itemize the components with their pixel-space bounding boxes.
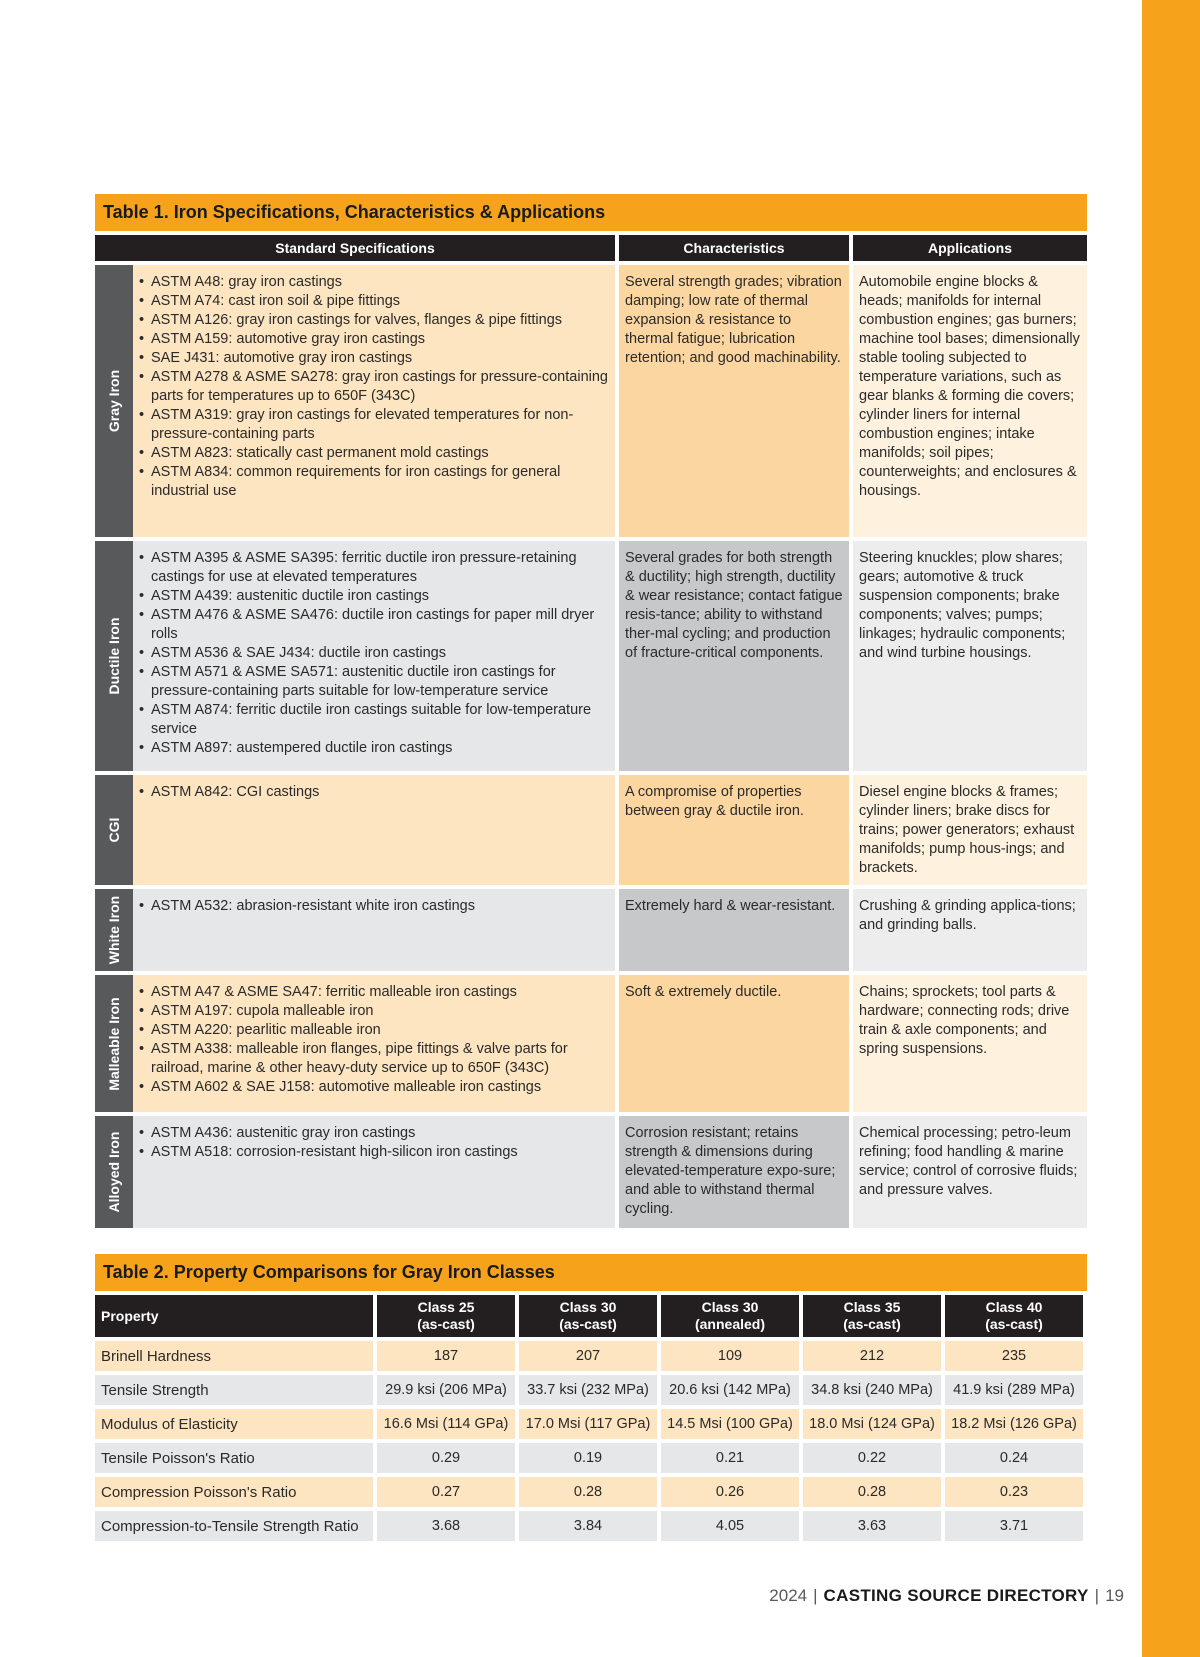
spec-item: • ASTM A319: gray iron castings for elevated temperatures for non-pressure-containing parts	[139, 406, 609, 444]
table-1-header	[95, 235, 1087, 261]
characteristics-cell: Corrosion resistant; retains strength & dimensions during elevated-temperature expo-sure; and able to withstand thermal cycling.	[619, 1116, 849, 1228]
table-cell: 0.28	[519, 1477, 657, 1507]
header-class-column: Class 25 (as-cast)	[377, 1295, 515, 1337]
table-row	[95, 1409, 1087, 1439]
spec-item: • ASTM A126: gray iron castings for valves, flanges & pipe fittings	[139, 311, 609, 330]
spec-item: • ASTM A602 & SAE J158: automotive malleable iron castings	[139, 1078, 609, 1097]
characteristics-cell: Soft & extremely ductile.	[619, 975, 849, 1112]
table-cell: 16.6 Msi (114 GPa)	[377, 1409, 515, 1439]
table-cell: 3.71	[945, 1511, 1083, 1541]
table-cell: 187	[377, 1341, 515, 1371]
characteristics-cell: Several grades for both strength & ductility; high strength, ductility & wear resistance; contact fatigue resis-tance; ability to withstand ther-mal cycling; and production of fracture-critical components.	[619, 541, 849, 771]
row-label: Gray Iron	[95, 265, 133, 537]
table-2	[95, 1254, 1087, 1545]
specifications-cell	[133, 1116, 615, 1228]
table-row	[95, 1511, 1087, 1541]
characteristics-cell: A compromise of properties between gray & ductile iron.	[619, 775, 849, 885]
table-row-white-iron	[95, 889, 1087, 971]
table-1	[95, 194, 1087, 1228]
property-name: Tensile Strength	[95, 1375, 373, 1405]
footer-separator: |	[813, 1586, 818, 1605]
property-name: Compression Poisson's Ratio	[95, 1477, 373, 1507]
table-cell: 0.28	[803, 1477, 941, 1507]
spec-item: • ASTM A532: abrasion-resistant white iron castings	[139, 897, 609, 916]
table-cell: 33.7 ksi (232 MPa)	[519, 1375, 657, 1405]
header-standard-specifications: Standard Specifications	[95, 235, 615, 261]
table-cell: 14.5 Msi (100 GPa)	[661, 1409, 799, 1439]
row-label: CGI	[95, 775, 133, 885]
property-name: Compression-to-Tensile Strength Ratio	[95, 1511, 373, 1541]
table-row-malleable-iron	[95, 975, 1087, 1112]
characteristics-cell: Extremely hard & wear-resistant.	[619, 889, 849, 971]
spec-item: • ASTM A395 & ASME SA395: ferritic ductile iron pressure-retaining castings for use at elevated temperatures	[139, 549, 609, 587]
row-label: Malleable Iron	[95, 975, 133, 1112]
spec-item: • SAE J431: automotive gray iron castings	[139, 349, 609, 368]
property-name: Brinell Hardness	[95, 1341, 373, 1371]
table-cell: 0.29	[377, 1443, 515, 1473]
spec-item: • ASTM A278 & ASME SA278: gray iron castings for pressure-containing parts for temperatures up to 650F (343C)	[139, 368, 609, 406]
table-cell: 0.23	[945, 1477, 1083, 1507]
applications-cell: Chains; sprockets; tool parts & hardware; connecting rods; drive train & axle components; and spring suspensions.	[853, 975, 1087, 1112]
table-cell: 109	[661, 1341, 799, 1371]
row-label: Ductile Iron	[95, 541, 133, 771]
spec-item: • ASTM A476 & ASME SA476: ductile iron castings for paper mill dryer rolls	[139, 606, 609, 644]
spec-item: • ASTM A834: common requirements for iron castings for general industrial use	[139, 463, 609, 501]
table-row-alloyed-iron	[95, 1116, 1087, 1228]
specifications-cell	[133, 541, 615, 771]
table-cell: 29.9 ksi (206 MPa)	[377, 1375, 515, 1405]
table-row-cgi	[95, 775, 1087, 885]
spec-item: • ASTM A47 & ASME SA47: ferritic malleable iron castings	[139, 983, 609, 1002]
table-cell: 0.19	[519, 1443, 657, 1473]
header-applications: Applications	[853, 235, 1087, 261]
table-cell: 207	[519, 1341, 657, 1371]
table-cell: 18.2 Msi (126 GPa)	[945, 1409, 1083, 1439]
page-number: 19	[1105, 1586, 1124, 1605]
spec-item: • ASTM A518: corrosion-resistant high-silicon iron castings	[139, 1143, 609, 1162]
table-1-title: Table 1. Iron Specifications, Characteristics & Applications	[95, 194, 1087, 231]
table-row	[95, 1375, 1087, 1405]
table-cell: 34.8 ksi (240 MPa)	[803, 1375, 941, 1405]
characteristics-cell: Several strength grades; vibration damping; low rate of thermal expansion & resistance to thermal fatigue; lubrication retention; and good machinability.	[619, 265, 849, 537]
applications-cell: Automobile engine blocks & heads; manifolds for internal combustion engines; gas burners; machine tool bases; dimensionally stable tooling subjected to temperature variations, such as gear blanks & forming die covers; cylinder liners for internal combustion engines; intake manifolds; soil pipes; counterweights; and enclosures & housings.	[853, 265, 1087, 537]
table-2-title: Table 2. Property Comparisons for Gray Iron Classes	[95, 1254, 1087, 1291]
spec-item: • ASTM A74: cast iron soil & pipe fittings	[139, 292, 609, 311]
footer-year: 2024	[769, 1586, 808, 1605]
row-label: White Iron	[95, 889, 133, 971]
table-cell: 0.24	[945, 1443, 1083, 1473]
specifications-cell	[133, 775, 615, 885]
applications-cell: Diesel engine blocks & frames; cylinder liners; brake discs for trains; power generators; exhaust manifolds; pump hous-ings; and brackets.	[853, 775, 1087, 885]
applications-cell: Steering knuckles; plow shares; gears; automotive & truck suspension components; brake components; valves; pumps; linkages; hydraulic components; and wind turbine housings.	[853, 541, 1087, 771]
specifications-cell	[133, 265, 615, 537]
table-cell: 0.21	[661, 1443, 799, 1473]
table-row	[95, 1477, 1087, 1507]
header-class-column: Class 35 (as-cast)	[803, 1295, 941, 1337]
orange-side-bar	[1142, 0, 1200, 1657]
property-name: Tensile Poisson's Ratio	[95, 1443, 373, 1473]
table-row	[95, 1341, 1087, 1371]
table-cell: 41.9 ksi (289 MPa)	[945, 1375, 1083, 1405]
table-cell: 3.63	[803, 1511, 941, 1541]
spec-item: • ASTM A874: ferritic ductile iron castings suitable for low-temperature service	[139, 701, 609, 739]
table-cell: 0.22	[803, 1443, 941, 1473]
spec-item: • ASTM A436: austenitic gray iron castings	[139, 1124, 609, 1143]
spec-item: • ASTM A439: austenitic ductile iron castings	[139, 587, 609, 606]
table-row-ductile-iron	[95, 541, 1087, 771]
table-cell: 212	[803, 1341, 941, 1371]
table-cell: 18.0 Msi (124 GPa)	[803, 1409, 941, 1439]
footer-separator: |	[1094, 1586, 1100, 1605]
spec-item: • ASTM A197: cupola malleable iron	[139, 1002, 609, 1021]
applications-cell: Chemical processing; petro-leum refining; food handling & marine service; control of corrosive fluids; and pressure valves.	[853, 1116, 1087, 1228]
specifications-cell	[133, 889, 615, 971]
header-property: Property	[95, 1295, 373, 1337]
spec-item: • ASTM A338: malleable iron flanges, pipe fittings & valve parts for railroad, marine & other heavy-duty service up to 650F (343C)	[139, 1040, 609, 1078]
spec-item: • ASTM A159: automotive gray iron castings	[139, 330, 609, 349]
spec-item: • ASTM A536 & SAE J434: ductile iron castings	[139, 644, 609, 663]
property-name: Modulus of Elasticity	[95, 1409, 373, 1439]
spec-item: • ASTM A823: statically cast permanent mold castings	[139, 444, 609, 463]
specifications-cell	[133, 975, 615, 1112]
table-cell: 235	[945, 1341, 1083, 1371]
applications-cell: Crushing & grinding applica-tions; and grinding balls.	[853, 889, 1087, 971]
table-cell: 0.27	[377, 1477, 515, 1507]
table-cell: 17.0 Msi (117 GPa)	[519, 1409, 657, 1439]
table-row	[95, 1443, 1087, 1473]
spec-item: • ASTM A571 & ASME SA571: austenitic ductile iron castings for pressure-containing parts suitable for low-temperature service	[139, 663, 609, 701]
header-class-column: Class 30 (as-cast)	[519, 1295, 657, 1337]
spec-item: • ASTM A842: CGI castings	[139, 783, 609, 802]
footer-brand: CASTING SOURCE DIRECTORY	[823, 1586, 1089, 1605]
table-cell: 20.6 ksi (142 MPa)	[661, 1375, 799, 1405]
spec-item: • ASTM A220: pearlitic malleable iron	[139, 1021, 609, 1040]
table-cell: 0.26	[661, 1477, 799, 1507]
table-cell: 4.05	[661, 1511, 799, 1541]
header-class-column: Class 40 (as-cast)	[945, 1295, 1083, 1337]
table-cell: 3.68	[377, 1511, 515, 1541]
row-label: Alloyed Iron	[95, 1116, 133, 1228]
table-cell: 3.84	[519, 1511, 657, 1541]
spec-item: • ASTM A897: austempered ductile iron castings	[139, 739, 609, 758]
header-class-column: Class 30 (annealed)	[661, 1295, 799, 1337]
table-row-gray-iron	[95, 265, 1087, 537]
page-footer	[769, 1586, 1124, 1606]
table-2-header	[95, 1295, 1087, 1337]
header-characteristics: Characteristics	[619, 235, 849, 261]
spec-item: • ASTM A48: gray iron castings	[139, 273, 609, 292]
